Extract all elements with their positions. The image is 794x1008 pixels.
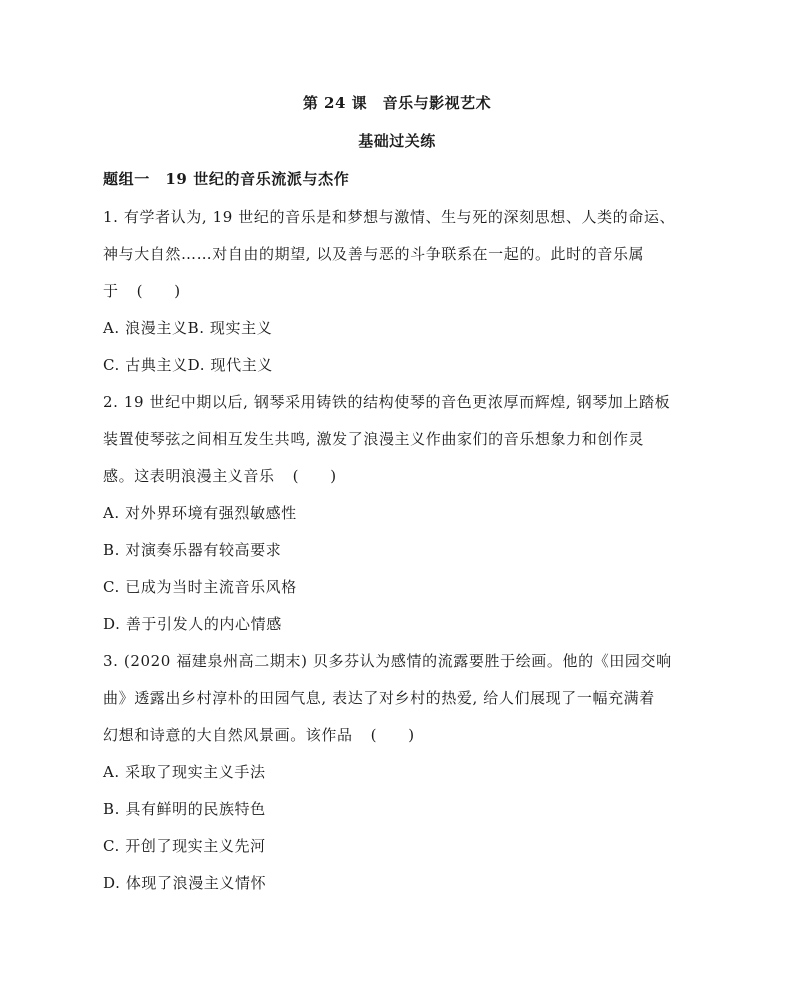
answer-option: C. 古典主义D. 现代主义 (103, 356, 273, 374)
section-heading: 题组一 19 世纪的音乐流派与杰作 (103, 170, 350, 188)
answer-option: A. 对外界环境有强烈敏感性 (103, 504, 297, 522)
answer-option: D. 善于引发人的内心情感 (103, 615, 282, 633)
question-text-line: 神与大自然……对自由的期望, 以及善与恶的斗争联系在一起的。此时的音乐属 (103, 245, 645, 263)
lesson-title: 第 24 课 音乐与影视艺术 (302, 94, 492, 112)
answer-option: C. 开创了现实主义先河 (103, 837, 266, 855)
exercise-subtitle: 基础过关练 (358, 132, 436, 150)
question-text-line (103, 724, 703, 745)
answer-blank: ( ) (136, 282, 181, 300)
answer-option: C. 已成为当时主流音乐风格 (103, 578, 297, 596)
answer-option: A. 浪漫主义B. 现实主义 (103, 319, 273, 337)
question-text-line (103, 280, 703, 301)
question-text-line: 1. 有学者认为, 19 世纪的音乐是和梦想与激情、生与死的深刻思想、人类的命运、 (103, 208, 676, 226)
answer-blank: ( ) (292, 467, 337, 485)
question-text-end: 感。这表明浪漫主义音乐 (103, 467, 275, 485)
answer-option: B. 具有鲜明的民族特色 (103, 800, 266, 818)
question-text-line: 2. 19 世纪中期以后, 钢琴采用铸铁的结构使琴的音色更浓厚而辉煌, 钢琴加上踏板 (103, 393, 671, 411)
answer-option: A. 采取了现实主义手法 (103, 763, 266, 781)
question-text-line: 3. (2020 福建泉州高二期末) 贝多芬认为感情的流露要胜于绘画。他的《田园交响 (103, 652, 672, 670)
answer-blank: ( ) (370, 726, 415, 744)
question-text-line: 装置使琴弦之间相互发生共鸣, 激发了浪漫主义作曲家们的音乐想象力和创作灵 (103, 430, 645, 448)
question-text-line (103, 465, 703, 486)
question-text-end: 幻想和诗意的大自然风景画。该作品 (103, 726, 353, 744)
answer-option: B. 对演奏乐器有较高要求 (103, 541, 282, 559)
question-text-end: 于 (103, 282, 119, 300)
answer-option: D. 体现了浪漫主义情怀 (103, 874, 267, 892)
question-text-line: 曲》透露出乡村淳朴的田园气息, 表达了对乡村的热爱, 给人们展现了一幅充满着 (103, 689, 655, 707)
